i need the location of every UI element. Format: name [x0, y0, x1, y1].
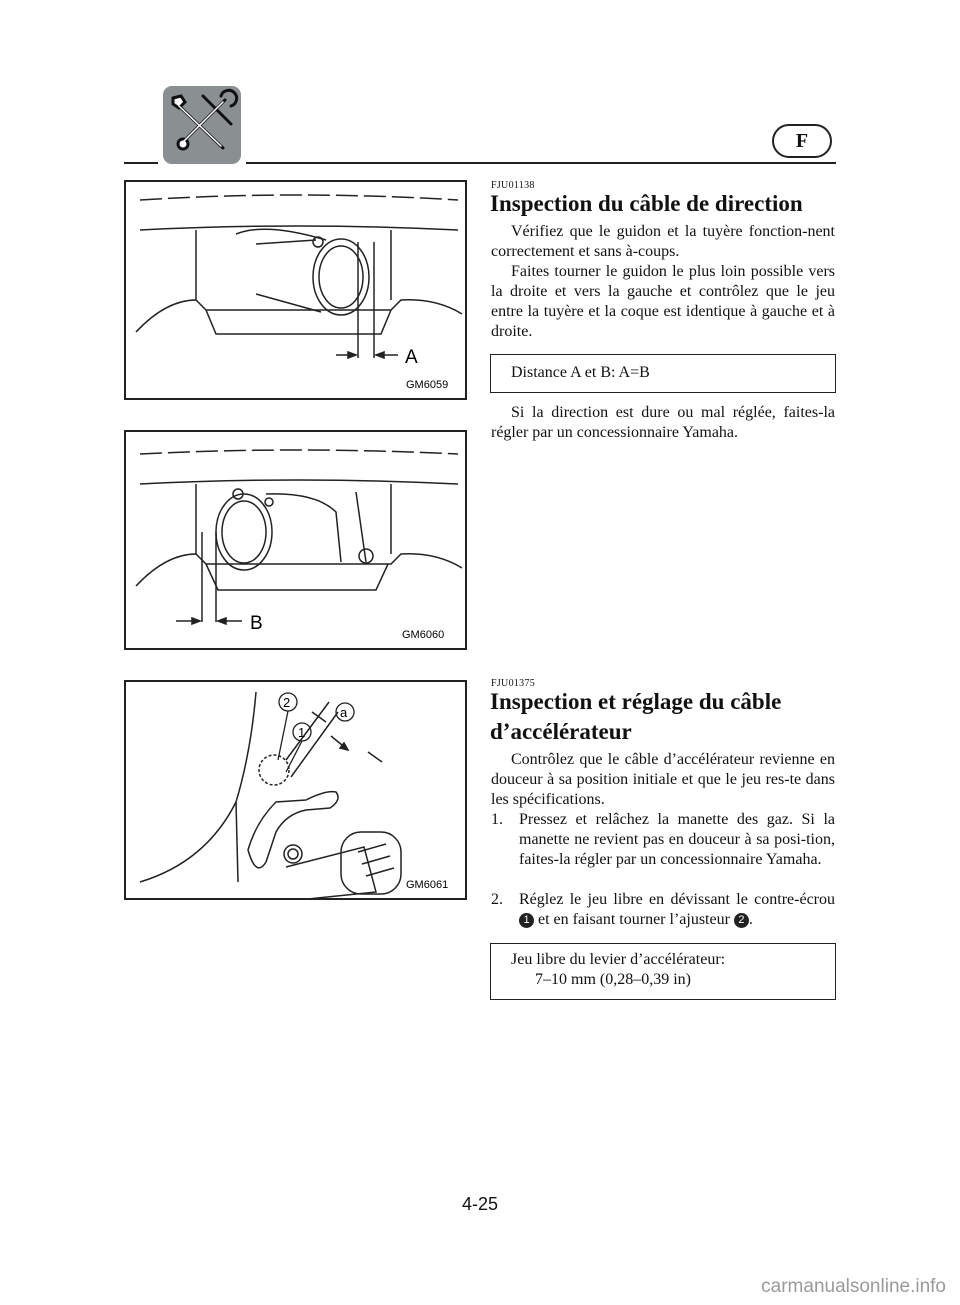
list-text: Pressez et relâchez la manette des gaz. Si la manette ne revient pas en douceur à sa posi-tion, faites-la régler par un concessionnaire Yamaha.	[519, 811, 835, 868]
paragraph: Vérifiez que le guidon et la tuyère fonction-nent correctement et sans à-coups.	[491, 223, 835, 260]
watermark: carmanualsonline.info	[761, 1276, 946, 1297]
section-code: FJU01375	[491, 678, 536, 689]
section-title: Inspection et réglage du câble	[490, 689, 782, 714]
figure-code: GM6059	[406, 379, 449, 391]
reference-marker-1: 1	[519, 913, 534, 928]
callout-a: a	[340, 705, 348, 720]
callout-a: A	[405, 347, 418, 368]
list-item	[491, 810, 835, 890]
list-item: 2. Réglez le jeu libre en dévissant le contre-écrou 1 et en faisant tourner l’ajusteur 2 .	[491, 891, 835, 928]
header-rule-right	[246, 162, 836, 164]
reference-marker-2: 2	[734, 913, 749, 928]
list-number: 2.	[491, 891, 503, 908]
header-rule-left	[124, 162, 158, 164]
figure-steering-gap-b	[124, 430, 467, 650]
callout-2: 2	[283, 695, 291, 710]
list-text: Réglez le jeu libre en dévissant le contre-écrou	[519, 891, 835, 908]
callout-b: B	[250, 613, 263, 634]
language-badge: F	[772, 124, 832, 158]
figure-code: GM6060	[402, 629, 445, 641]
section-code: FJU01138	[491, 180, 535, 191]
list-text: et en faisant tourner l’ajusteur	[538, 911, 730, 928]
page-number: 4-25	[461, 1194, 499, 1214]
spec-label: Jeu libre du levier d’accélérateur:	[511, 951, 726, 968]
paragraph: Contrôlez que le câble d’accélérateur revienne en douceur à sa position initiale et que le jeu res-te dans les spécifications.	[491, 751, 835, 808]
spec-box	[490, 943, 836, 1000]
spec-value: 7–10 mm (0,28–0,39 in)	[535, 971, 691, 988]
figure-steering-gap-a	[124, 180, 467, 400]
figure-throttle-lever	[124, 680, 467, 900]
callout-1: 1	[298, 725, 306, 740]
section-title-continued: d’accélérateur	[490, 719, 632, 744]
figure-code: GM6061	[406, 879, 449, 891]
maintenance-tools-icon	[163, 86, 241, 164]
paragraph: Faites tourner le guidon le plus loin possible vers la droite et vers la gauche et contrôlez que le jeu entre la tuyère et la coque est identique à gauche et à droite.	[491, 263, 835, 340]
section-title: Inspection du câble de direction	[490, 191, 803, 216]
list-number: 1.	[491, 811, 503, 828]
spec-box	[490, 354, 836, 393]
paragraph: Si la direction est dure ou mal réglée, faites-la régler par un concessionnaire Yamaha.	[491, 404, 835, 441]
spec-text: Distance A et B: A=B	[511, 364, 650, 381]
